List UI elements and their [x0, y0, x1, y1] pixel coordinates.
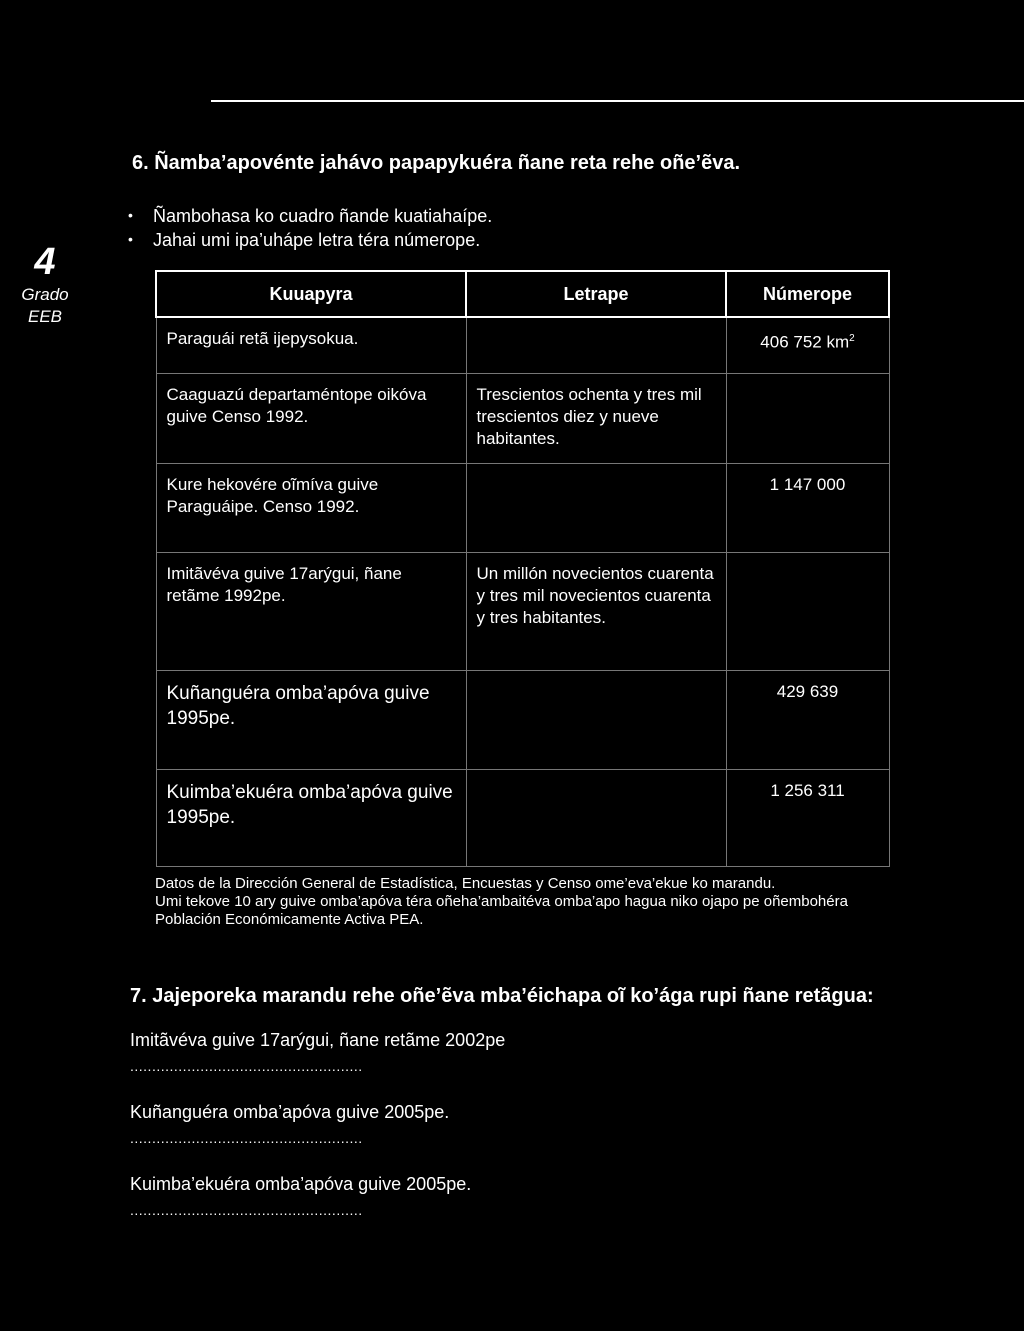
- row-label: Caaguazú departaméntope oikóva guive Censo 1992.: [156, 373, 466, 463]
- grade-number: 4: [34, 241, 56, 283]
- table-row: [156, 373, 889, 463]
- answer-blank[interactable]: .....................................................: [130, 1202, 363, 1218]
- row-number: 1 256 311: [726, 769, 889, 866]
- question-item: Kuñanguéra omba’apóva guive 2005pe.: [130, 1102, 450, 1122]
- answer-blank[interactable]: .....................................................: [130, 1058, 363, 1074]
- row-number: 406 752 $km^2$: [726, 317, 889, 373]
- instruction-item: • Jahai umi ipa’uhápe letra téra númerope.: [128, 228, 492, 252]
- row-letters: Un millón novecientos cuarenta y tres mil novecientos cuarenta y tres habitantes.: [466, 552, 726, 670]
- header-letrape: Letrape: [466, 271, 726, 317]
- table-row: [156, 552, 889, 670]
- note-line: Datos de la Dirección General de Estadística, Encuestas y Censo ome’eva’ekue ko marandu.: [155, 875, 776, 892]
- question-item: Kuimba’ekuéra omba’apóva guive 2005pe.: [130, 1174, 472, 1194]
- row-label: Imitãvéva guive 17arýgui, ñane retãme 1992pe.: [156, 552, 466, 670]
- instruction-item: • Ñambohasa ko cuadro ñande kuatiahaípe.: [128, 204, 492, 228]
- row-letters: [466, 670, 726, 769]
- table-row: [156, 463, 889, 552]
- note-line: Umi tekove 10 ary guive omba’apóva téra oñeha’ambaitéva omba’apo hagua niko ojapo pe oñembohéra Población Económicamente Activa PEA.: [155, 893, 848, 928]
- row-letters: [466, 769, 726, 866]
- table-row: [156, 769, 889, 866]
- row-label: Kure hekovére oĩmíva guive Paraguáipe. Censo 1992.: [156, 463, 466, 552]
- row-label: Paraguái retã ijepysokua.: [156, 317, 466, 373]
- row-number: 429 639: [726, 670, 889, 769]
- row-label: Kuñanguéra omba’apóva guive 1995pe.: [156, 670, 466, 769]
- grade-label: Grado: [21, 285, 69, 304]
- table-row: [156, 670, 889, 769]
- row-letters: [466, 463, 726, 552]
- section-6-heading: 6. Ñamba’apovénte jahávo papapykuéra ñane reta rehe oñe’ẽva.: [132, 152, 741, 174]
- top-rule: [211, 100, 1024, 102]
- grade-marker: [18, 240, 72, 328]
- census-table: [155, 270, 890, 867]
- row-number: [726, 373, 889, 463]
- row-letters: Trescientos ochenta y tres mil trescientos diez y nueve habitantes.: [466, 373, 726, 463]
- table-row: [156, 317, 889, 373]
- row-number: [726, 552, 889, 670]
- question-item: Imitãvéva guive 17arýgui, ñane retãme 2002pe: [130, 1030, 506, 1050]
- table-header-row: [156, 271, 889, 317]
- row-letters: [466, 317, 726, 373]
- level-label: EEB: [27, 307, 63, 326]
- section-7-heading: 7. Jajeporeka marandu rehe oñe’ẽva mba’éichapa oĩ ko’ága rupi ñane retãgua:: [130, 985, 874, 1007]
- answer-blank[interactable]: .....................................................: [130, 1130, 363, 1146]
- header-numerope: Númerope: [726, 271, 889, 317]
- row-number: 1 147 000: [726, 463, 889, 552]
- row-label: Kuimba’ekuéra omba’apóva guive 1995pe.: [156, 769, 466, 866]
- instruction-list: [128, 204, 492, 252]
- source-note: [155, 875, 915, 929]
- header-kuuapyra: Kuuapyra: [156, 271, 466, 317]
